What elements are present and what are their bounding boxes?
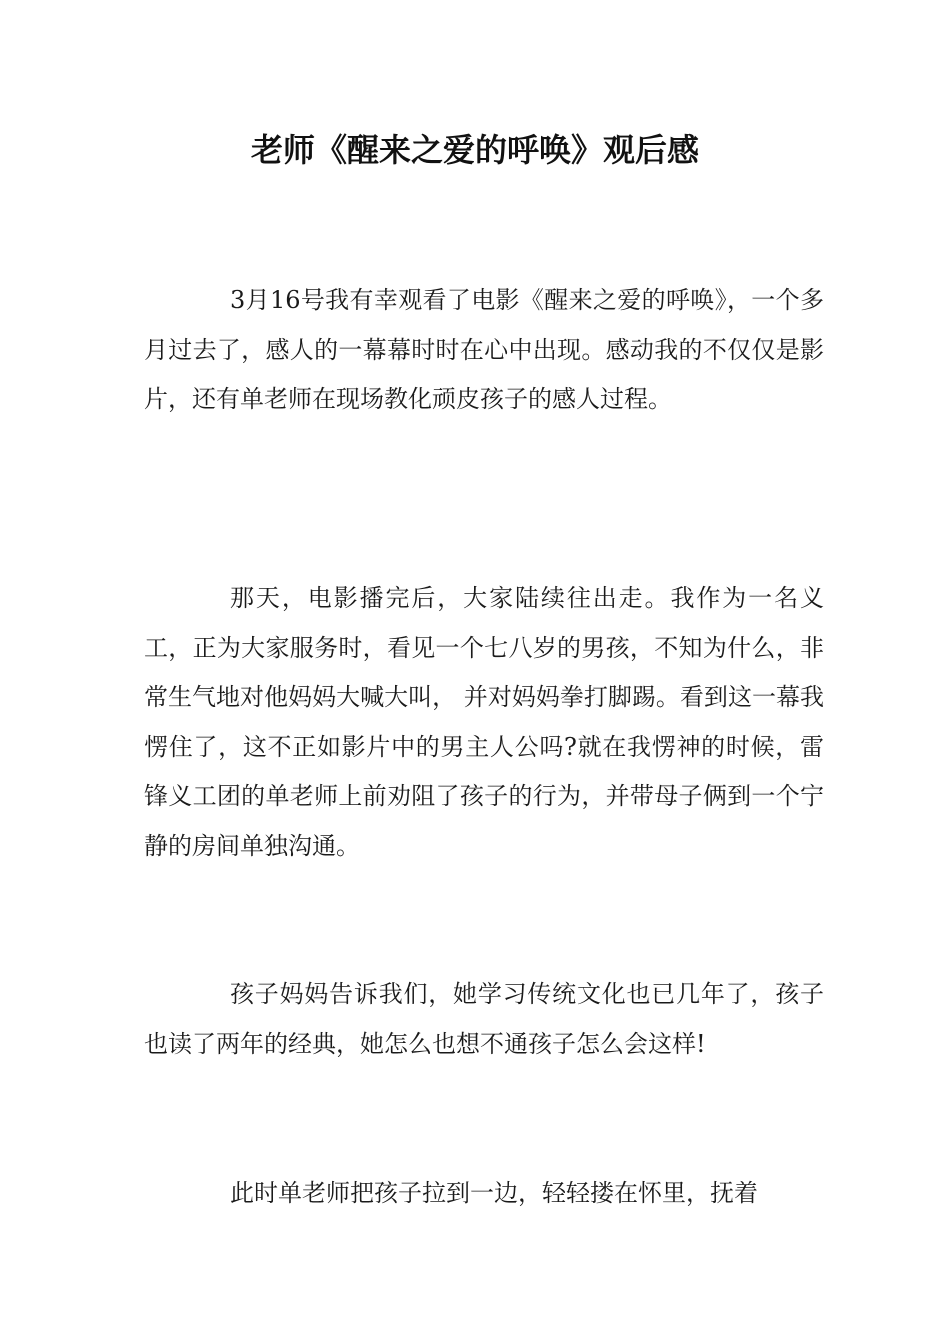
paragraph-2: 那天，电影播完后，大家陆续往出走。我作为一名义工，正为大家服务时，看见一个七八岁的男孩，不知为什么，非常生气地对他妈妈大喊大叫， 并对妈妈拳打脚踢。看到这一幕我愣住了，这不正如影片中的男主人公吗?就在我愣神的时候，雷锋义工团的单老师上前劝阻了孩子的行为，并带母子俩到一个宁静的房间单独沟通。 — [144, 584, 824, 860]
paragraph-1: 3月16号我有幸观看了电影《醒来之爱的呼唤》，一个多月过去了，感人的一幕幕时时在心中出现。感动我的不仅仅是影片，还有单老师在现场教化顽皮孩子的感人过程。 — [144, 286, 824, 413]
paragraph-4: 此时单老师把孩子拉到一边，轻轻搂在怀里，抚着 — [230, 1179, 758, 1207]
document-title: 老师《醒来之爱的呼唤》观后感 — [250, 131, 699, 169]
paragraph-3: 孩子妈妈告诉我们，她学习传统文化也已几年了，孩子也读了两年的经典，她怎么也想不通孩子怎么会这样! — [144, 980, 824, 1058]
